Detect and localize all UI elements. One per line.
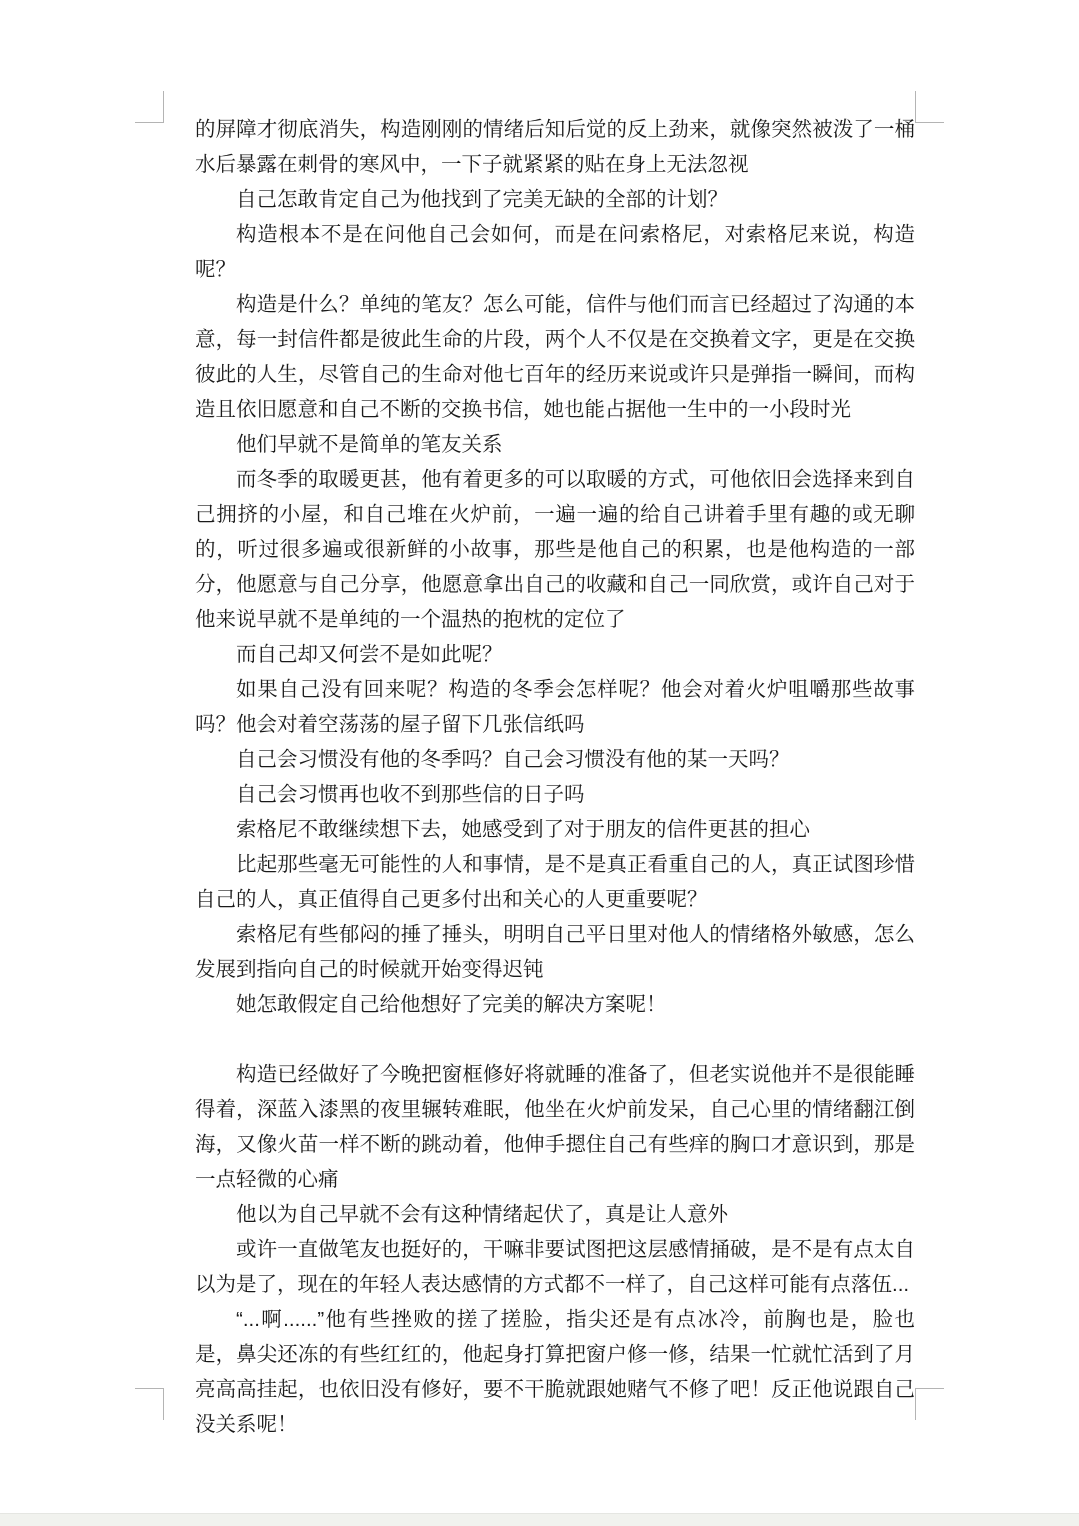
blank-line: [195, 1022, 915, 1057]
paragraph: 他以为自己早就不会有这种情绪起伏了，真是让人意外: [236, 1203, 728, 1226]
crop-mark-top-right-icon: [915, 91, 944, 123]
crop-mark-bottom-left-icon: [135, 1388, 164, 1420]
crop-mark-bottom-right-icon: [915, 1388, 944, 1420]
paragraph: 自己怎敢肯定自己为他找到了完美无缺的全部的计划？: [236, 188, 728, 211]
paragraph: 如果自己没有回来呢？构造的冬季会怎样呢？他会对着火炉咀嚼那些故事吗？他会对着空荡荡的屋子留下几张信纸吗: [195, 678, 915, 736]
paragraph: 的屏障才彻底消失，构造刚刚的情绪后知后觉的反上劲来，就像突然被泼了一桶水后暴露在刺骨的寒风中，一下子就紧紧的贴在身上无法忽视: [195, 118, 915, 176]
paragraph: 而冬季的取暖更甚，他有着更多的可以取暖的方式，可他依旧会选择来到自己拥挤的小屋，和自己堆在火炉前，一遍一遍的给自己讲着手里有趣的或无聊的，听过很多遍或很新鲜的小故事，那些是他自己的积累，也是他构造的一部分，他愿意与自己分享，他愿意拿出自己的收藏和自己一同欣赏，或许自己对于他来说早就不是单纯的一个温热的抱枕的定位了: [195, 468, 915, 631]
paragraph: 而自己却又何尝不是如此呢？: [236, 643, 503, 666]
page-gap-strip: [0, 1513, 1079, 1526]
paragraph: 构造根本不是在问他自己会如何，而是在问索格尼，对索格尼来说，构造呢？: [195, 223, 915, 281]
crop-mark-top-left-icon: [135, 91, 164, 123]
paragraph: 他们早就不是简单的笔友关系: [236, 433, 503, 456]
paragraph: 索格尼不敢继续想下去，她感受到了对于朋友的信件更甚的担心: [236, 818, 810, 841]
paragraph: 自己会习惯没有他的冬季吗？自己会习惯没有他的某一天吗？: [236, 748, 790, 771]
paragraph: 构造已经做好了今晚把窗框修好将就睡的准备了，但老实说他并不是很能睡得着，深蓝入漆黑的夜里辗转难眠，他坐在火炉前发呆，自己心里的情绪翻江倒海，又像火苗一样不断的跳动着，他伸手摁住自己有些痒的胸口才意识到，那是一点轻微的心痛: [195, 1063, 915, 1191]
paragraph: 比起那些毫无可能性的人和事情，是不是真正看重自己的人，真正试图珍惜自己的人，真正值得自己更多付出和关心的人更重要呢？: [195, 853, 915, 911]
paragraph: 或许一直做笔友也挺好的，干嘛非要试图把这层感情捅破，是不是有点太自以为是了，现在的年轻人表达感情的方式都不一样了，自己这样可能有点落伍...: [195, 1238, 915, 1296]
paragraph: “...啊......”他有些挫败的搓了搓脸，指尖还是有点冰冷，前胸也是，脸也是，鼻尖还冻的有些红红的，他起身打算把窗户修一修，结果一忙就忙活到了月亮高高挂起，也依旧没有修好，要不干脆就跟她赌气不修了吧！反正他说跟自己没关系呢！: [195, 1308, 915, 1436]
paragraph: 她怎敢假定自己给他想好了完美的解决方案呢！: [236, 993, 667, 1016]
page-text: [195, 112, 915, 1442]
paragraph: 索格尼有些郁闷的捶了捶头，明明自己平日里对他人的情绪格外敏感，怎么发展到指向自己的时候就开始变得迟钝: [195, 923, 915, 981]
paragraph: 构造是什么？单纯的笔友？怎么可能，信件与他们而言已经超过了沟通的本意，每一封信件都是彼此生命的片段，两个人不仅是在交换着文字，更是在交换彼此的人生，尽管自己的生命对他七百年的经历来说或许只是弹指一瞬间，而构造且依旧愿意和自己不断的交换书信，她也能占据他一生中的一小段时光: [195, 293, 915, 421]
paragraph: 自己会习惯再也收不到那些信的日子吗: [236, 783, 585, 806]
